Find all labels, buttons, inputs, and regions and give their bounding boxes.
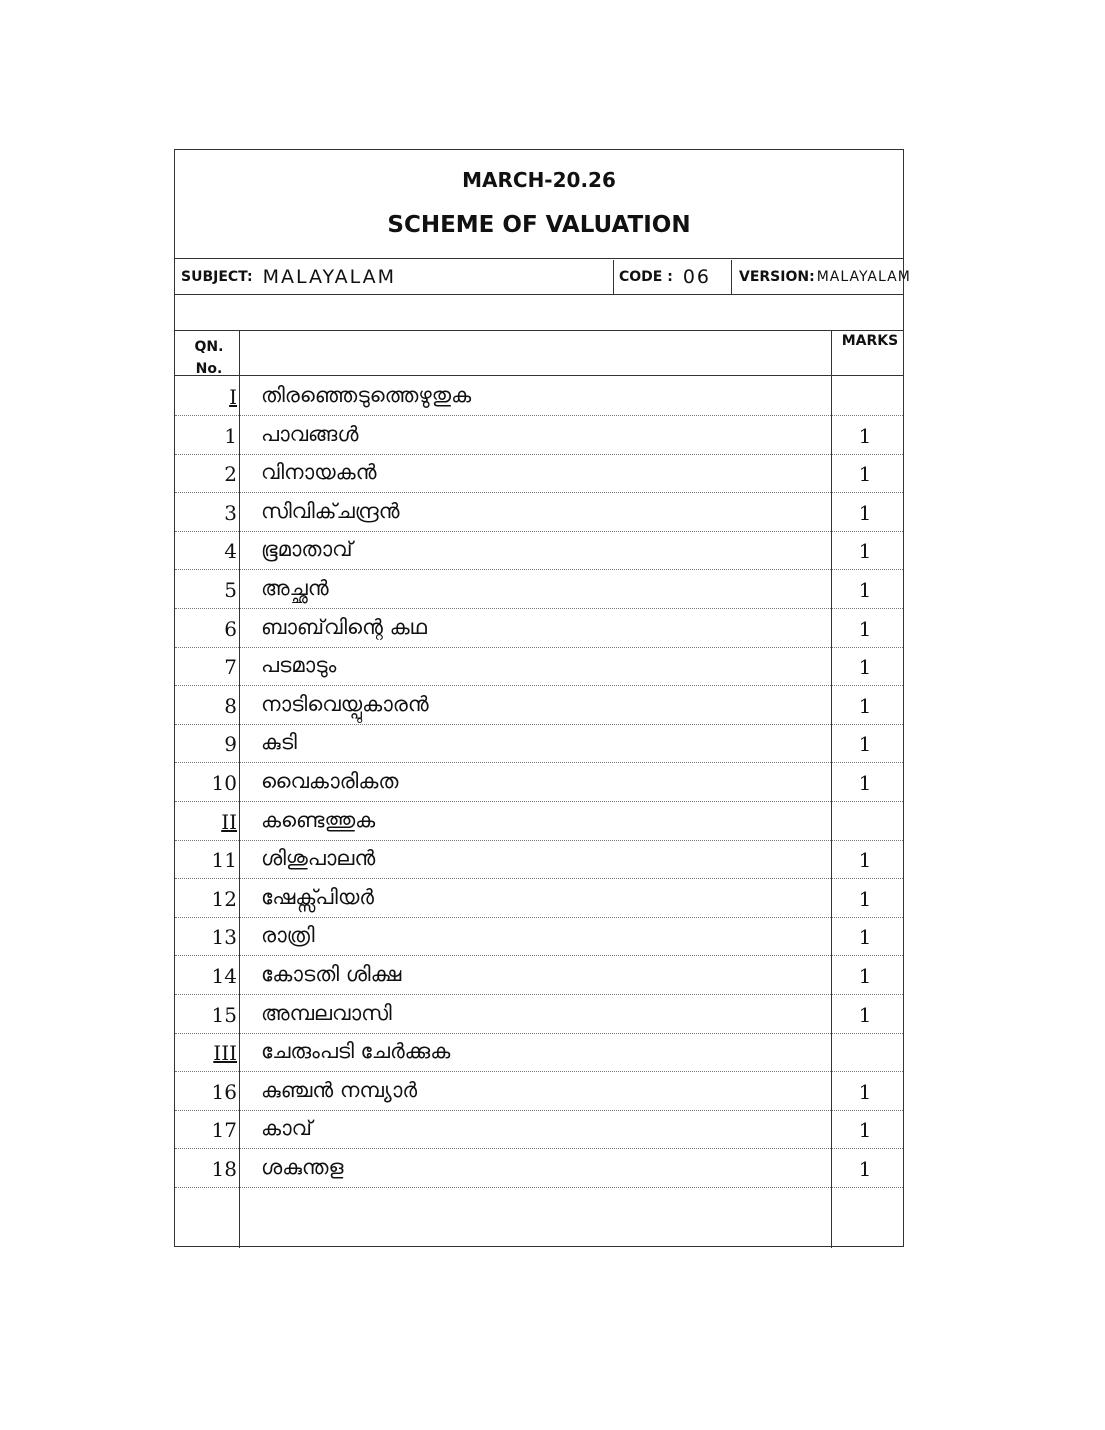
version-label: VERSION: [739, 269, 815, 285]
answer-text: അമ്പലവാസി [261, 1000, 392, 1025]
marks-value: 1 [858, 1157, 872, 1181]
table-row [175, 647, 903, 686]
marks-value: 1 [858, 578, 872, 602]
exam-date: MARCH-20.26 [462, 168, 616, 192]
question-number: 5 [224, 578, 237, 602]
marks-value: 1 [858, 925, 872, 950]
question-number: 17 [211, 1118, 237, 1143]
section-heading: ചേരുംപടി ചേർക്കുക [261, 1039, 451, 1064]
marks-value: 1 [858, 693, 872, 718]
divider [175, 330, 903, 331]
question-number: 2 [224, 462, 237, 487]
version-cell [739, 260, 911, 294]
marks-value: 1 [858, 539, 872, 564]
table-row [175, 956, 903, 995]
marks-value: 1 [858, 1002, 872, 1027]
question-number: 8 [224, 693, 237, 718]
question-number: 11 [211, 848, 237, 873]
answer-text: ഷേക്സ്പിയർ [261, 884, 375, 909]
question-number: 18 [211, 1157, 237, 1181]
answer-text: ശകുന്തള [261, 1155, 344, 1179]
marks-value: 1 [858, 1118, 872, 1143]
divider [175, 375, 903, 376]
table-row [175, 570, 903, 609]
question-number: 16 [211, 1079, 237, 1104]
subject-cell [181, 260, 396, 294]
table-row [175, 609, 903, 648]
question-number: 15 [211, 1002, 237, 1027]
answer-text: കുഞ്ചൻ നമ്പ്യാർ [261, 1077, 418, 1102]
table-row [175, 416, 903, 455]
table-row [175, 493, 903, 532]
divider [175, 258, 903, 259]
question-number: 1 [224, 423, 237, 448]
subject-label: SUBJECT: [181, 269, 253, 285]
table-row [175, 724, 903, 763]
table-row [175, 1072, 903, 1111]
divider [613, 260, 614, 294]
marks-value: 1 [858, 616, 872, 641]
table-row [175, 1110, 903, 1149]
question-number: 3 [224, 500, 237, 525]
answer-text: സിവിക്‌ചന്ദ്രൻ [261, 498, 400, 523]
section-number: II [221, 809, 237, 834]
table-row [175, 454, 903, 493]
answer-text: ബാബ്‌വിന്റെ കഥ [261, 614, 427, 639]
section-number: III [213, 1041, 237, 1066]
code-cell [619, 260, 711, 294]
marks-header: MARKS [841, 333, 899, 349]
marks-value: 1 [858, 655, 872, 680]
answer-text: രാത്രി [261, 923, 315, 948]
page-title: SCHEME OF VALUATION [387, 212, 691, 238]
question-number: 6 [224, 616, 237, 641]
qn-header: QN. No. [194, 339, 224, 377]
answer-text: ശിശുപാലൻ [261, 846, 376, 871]
table-row [175, 531, 903, 570]
answer-text: വൈകാരികത [261, 769, 399, 793]
table-row [175, 686, 903, 725]
marks-value: 1 [858, 1079, 872, 1104]
answer-text: പാവങ്ങൾ [261, 421, 359, 446]
question-number: 4 [224, 539, 237, 564]
marks-value: 1 [858, 423, 872, 448]
question-number: 9 [224, 732, 237, 757]
subject-value: MALAYALAM [262, 266, 397, 288]
question-number: 7 [224, 655, 237, 680]
question-number: 12 [211, 886, 237, 911]
section-heading: കണ്ടെത്തുക [261, 807, 376, 832]
table-row [175, 840, 903, 879]
answer-text: കോടതി ശിക്ഷ [261, 962, 402, 986]
marks-value: 1 [858, 848, 872, 873]
question-number: 14 [211, 964, 237, 988]
marks-value: 1 [858, 771, 872, 795]
answer-text: വിനായകൻ [261, 460, 377, 485]
marks-value: 1 [858, 500, 872, 525]
table-row [175, 1033, 903, 1072]
divider [175, 294, 903, 295]
answer-text: പടമാടും [261, 653, 337, 678]
table-row [175, 995, 903, 1034]
section-number: I [229, 385, 237, 409]
marks-value: 1 [858, 886, 872, 911]
marks-value: 1 [858, 732, 872, 757]
answer-text: കാവ് [261, 1116, 312, 1141]
table-row [175, 917, 903, 956]
question-number: 10 [211, 771, 237, 795]
table-row [175, 879, 903, 918]
code-label: CODE : [619, 269, 673, 285]
marks-value: 1 [858, 964, 872, 988]
answer-text: നാടിവെയ്പുകാരൻ [261, 691, 429, 716]
table-row [175, 1149, 903, 1188]
marks-value: 1 [858, 462, 872, 487]
divider [731, 260, 732, 294]
code-value: 06 [682, 266, 712, 288]
valuation-sheet [174, 149, 911, 1247]
info-row [175, 260, 911, 294]
version-value: MALAYALAM [816, 269, 911, 285]
answer-text: ഭൂമാതാവ് [261, 537, 353, 562]
table-row [175, 802, 903, 841]
answer-text: കുടി [261, 730, 297, 755]
table-row [175, 763, 903, 802]
table-row [175, 377, 903, 416]
question-number: 13 [211, 925, 237, 950]
answer-text: അച്ഛൻ [261, 576, 329, 600]
section-heading: തിരഞ്ഞെടുത്തെഴുതുക [261, 383, 472, 407]
